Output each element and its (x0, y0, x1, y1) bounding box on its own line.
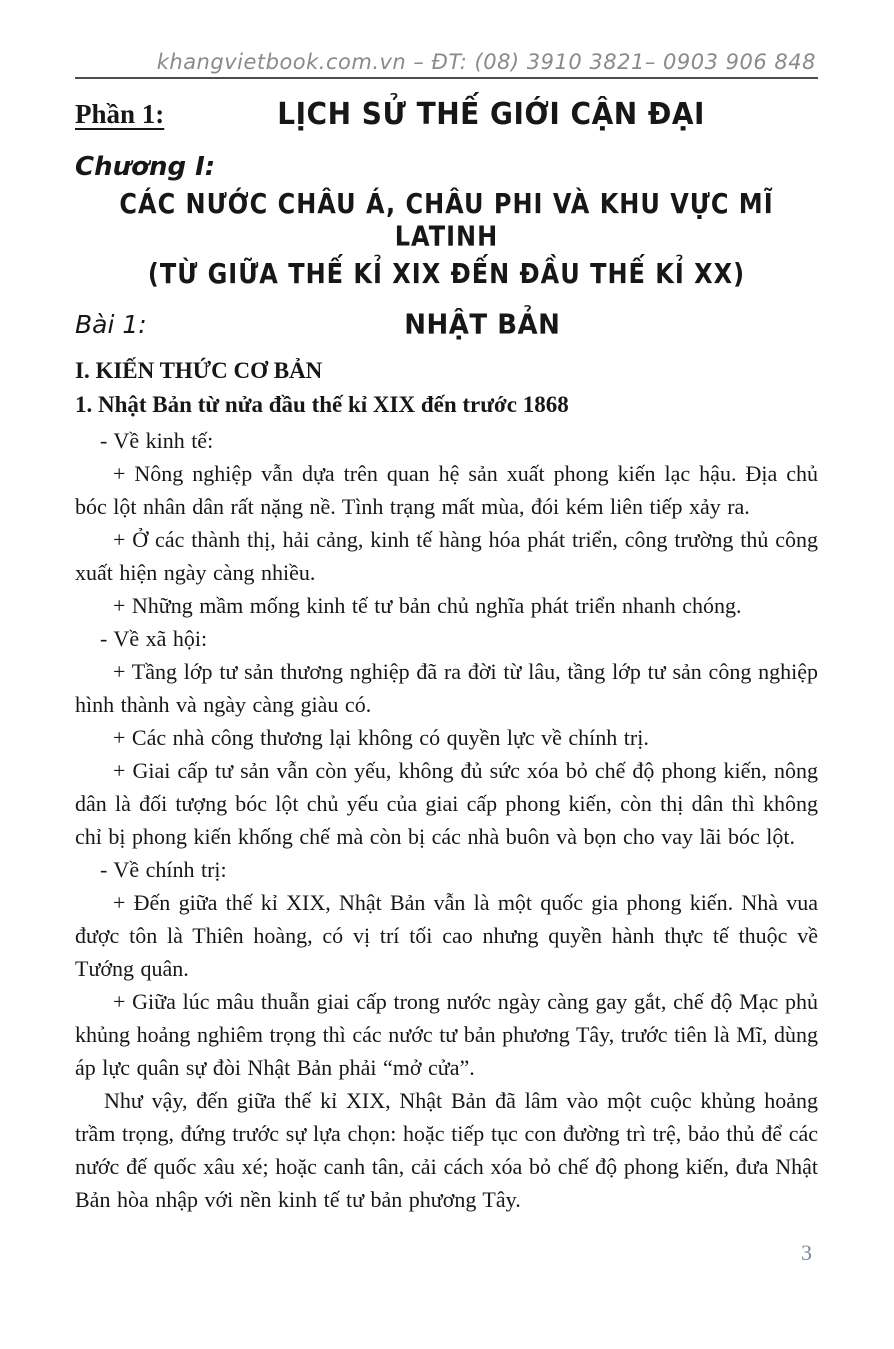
paragraph: + Ở các thành thị, hải cảng, kinh tế hàng hóa phát triển, công trường thủ công xuất hiện ngày càng nhiều. (75, 527, 818, 585)
paragraph: - Về xã hội: (100, 626, 208, 651)
lesson-label: Bài 1: (75, 310, 147, 339)
paragraph: + Đến giữa thế kỉ XIX, Nhật Bản vẫn là một quốc gia phong kiến. Nhà vua được tôn là Thiên hoàng, có vị trí tối cao nhưng quyền hành thực tế thuộc về Tướng quân. (75, 890, 818, 981)
part-heading-row (75, 97, 818, 130)
header-divider (75, 77, 818, 79)
subsection-heading: 1. Nhật Bản từ nửa đầu thế kỉ XIX đến trước 1868 (75, 392, 569, 417)
paragraph: + Các nhà công thương lại không có quyền lực về chính trị. (113, 725, 649, 750)
chapter-title-line1: CÁC NƯỚC CHÂU Á, CHÂU PHI VÀ KHU VỰC MĨ LATINH (119, 187, 774, 253)
chapter-label: Chương I: (75, 152, 216, 182)
paragraph: + Những mầm mống kinh tế tư bản chủ nghĩa phát triển nhanh chóng. (113, 593, 742, 618)
lesson-heading-row (75, 310, 818, 340)
lesson-title: NHẬT BẢN (404, 309, 561, 341)
paragraph: + Giữa lúc mâu thuẫn giai cấp trong nước ngày càng gay gắt, chế độ Mạc phủ khủng hoảng nghiêm trọng thì các nước tư bản phương Tây, trước tiên là Mĩ, dùng áp lực quân sự đòi Nhật Bản phải “mở cửa”. (75, 989, 818, 1080)
paragraph: + Giai cấp tư sản vẫn còn yếu, không đủ sức xóa bỏ chế độ phong kiến, nông dân là đối tượng bóc lột chủ yếu của giai cấp phong kiến, còn thị dân thì không chỉ bị phong kiến khống chế mà còn bị các nhà buôn và bọn cho vay lãi bóc lột. (75, 758, 818, 849)
paragraph: + Tầng lớp tư sản thương nghiệp đã ra đời từ lâu, tầng lớp tư sản công nghiệp hình thành và ngày càng giàu có. (75, 659, 818, 717)
section-heading: I. KIẾN THỨC CƠ BẢN (75, 358, 323, 383)
paragraph: + Nông nghiệp vẫn dựa trên quan hệ sản xuất phong kiến lạc hậu. Địa chủ bóc lột nhân dân rất nặng nề. Tình trạng mất mùa, đói kém liên tiếp xảy ra. (75, 461, 818, 519)
page-number: 3 (801, 1240, 812, 1265)
chapter-title-line2: (TỪ GIỮA THẾ KỈ XIX ĐẾN ĐẦU THẾ KỈ XX) (147, 257, 746, 291)
part-title: LỊCH SỬ THẾ GIỚI CẬN ĐẠI (277, 95, 705, 132)
paragraph: - Về chính trị: (100, 857, 227, 882)
paragraph: Như vậy, đến giữa thế kỉ XIX, Nhật Bản đã lâm vào một cuộc khủng hoảng trầm trọng, đứng trước sự lựa chọn: hoặc tiếp tục con đường trì trệ, bảo thủ để các nước đế quốc xâu xé; hoặc canh tân, cải cách xóa bỏ chế độ phong kiến, đưa Nhật Bản hòa nhập với nền kinh tế tư bản phương Tây. (75, 1088, 818, 1212)
paragraph: - Về kinh tế: (100, 428, 214, 453)
part-label: Phần 1: (75, 99, 165, 129)
body-text (75, 424, 818, 1216)
page-header-text: khangvietbook.com.vn – ĐT: (08) 3910 3821– 0903 906 848 (156, 50, 816, 74)
